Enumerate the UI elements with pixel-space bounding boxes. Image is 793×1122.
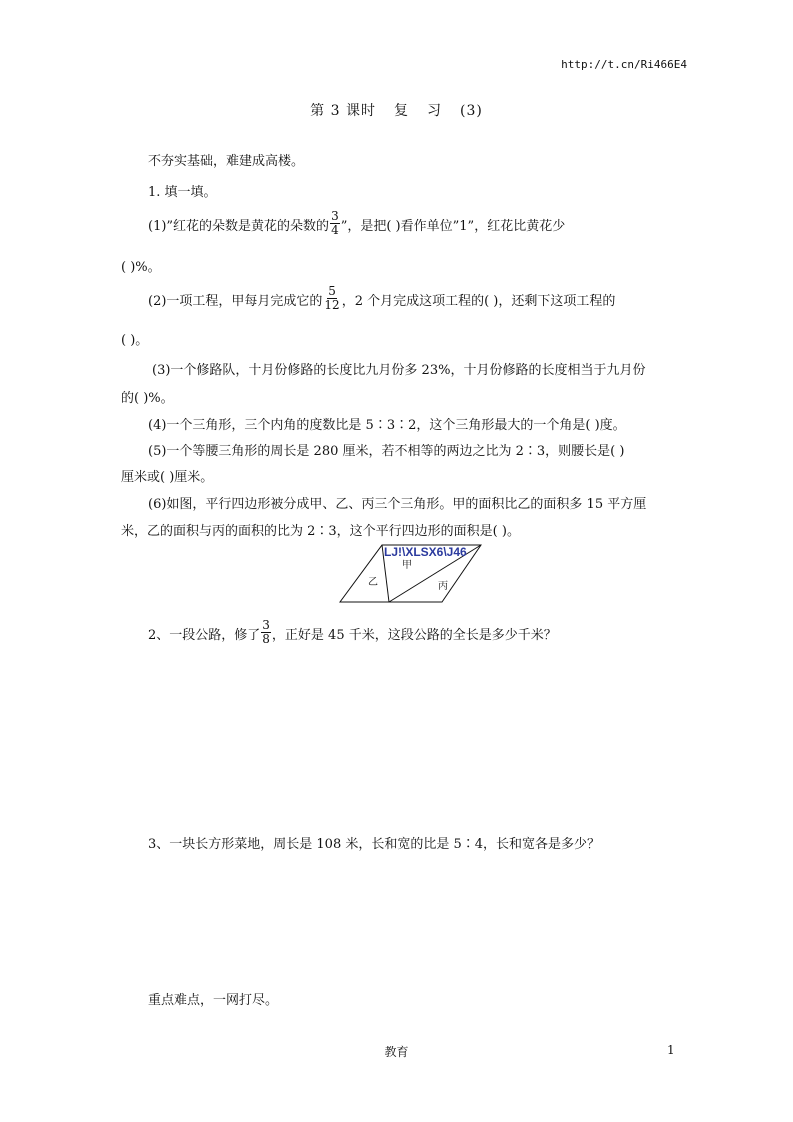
question-6-cont: 米，乙的面积与丙的面积的比为 2∶3，这个平行四边形的面积是( )。 [121, 524, 520, 539]
watermark-text: LJ!\XLSX6\J46 [384, 545, 467, 559]
question-3-cont: 的( )%。 [121, 391, 174, 406]
fraction-3-8 [261, 619, 271, 646]
title-part: (3) [459, 103, 483, 119]
section1-heading: 1. 填一填。 [148, 185, 217, 200]
question-2 [148, 284, 616, 315]
question-2-cont: ( )。 [121, 333, 149, 348]
q2-text-a: (2)一项工程，甲每月完成它的 [148, 294, 323, 309]
closing-text: 重点难点，一网打尽。 [148, 993, 279, 1008]
page-number: 1 [667, 1043, 675, 1057]
label-bing: 丙 [438, 581, 448, 592]
question-5-cont: 厘米或( )厘米。 [121, 470, 214, 485]
lesson-number: 第 3 课时 [310, 103, 376, 119]
question-1-cont: ( )%。 [121, 260, 161, 275]
q1-text-a: (1)”红花的朵数是黄花的朵数的 [148, 219, 330, 234]
fraction-denominator: 8 [262, 632, 270, 646]
intro-text: 不夯实基础，难建成高楼。 [148, 154, 305, 169]
source-url: http://t.cn/Ri466E4 [561, 58, 687, 71]
parallelogram-diagram [338, 543, 484, 605]
fraction-5-12 [323, 285, 340, 312]
question-4: (4)一个三角形，三个内角的度数比是 5∶3∶2，这个三角形最大的一个角是( )度。 [148, 418, 626, 433]
q2-text-b: ，2 个月完成这项工程的( )，还剩下这项工程的 [341, 294, 616, 309]
question-3: (3)一个修路队，十月份修路的长度比九月份多 23%，十月份修路的长度相当于九月份 [152, 363, 646, 378]
fraction-numerator: 5 [328, 284, 336, 298]
fraction-denominator: 12 [324, 298, 340, 312]
q1-text-b: ”，是把( )看作单位”1”，红花比黄花少 [340, 219, 566, 234]
fraction-denominator: 4 [331, 223, 339, 237]
footer-center: 教育 [384, 1045, 409, 1059]
title-word-2: 习 [426, 103, 442, 119]
question-6: (6)如图，平行四边形被分成甲、乙、丙三个三角形。甲的面积比乙的面积多 15 平方厘 [148, 497, 647, 512]
fraction-3-4 [330, 210, 340, 237]
label-yi: 乙 [368, 577, 378, 588]
question-section-2 [148, 618, 557, 649]
s2-text-a: 2、一段公路，修了 [148, 628, 261, 643]
fraction-numerator: 3 [262, 618, 270, 632]
question-5: (5)一个等腰三角形的周长是 280 厘米，若不相等的两边之比为 2∶3，则腰长是( ) [148, 444, 625, 459]
label-jia: 甲 [402, 560, 412, 571]
question-1 [148, 209, 566, 240]
page-title [0, 100, 793, 120]
question-section-3: 3、一块长方形菜地，周长是 108 米，长和宽的比是 5∶4，长和宽各是多少？ [148, 837, 601, 852]
title-word-1: 复 [393, 103, 409, 119]
parallelogram-figure [338, 543, 484, 609]
fraction-numerator: 3 [331, 209, 339, 223]
s2-text-b: ，正好是 45 千米，这段公路的全长是多少千米？ [271, 628, 557, 643]
